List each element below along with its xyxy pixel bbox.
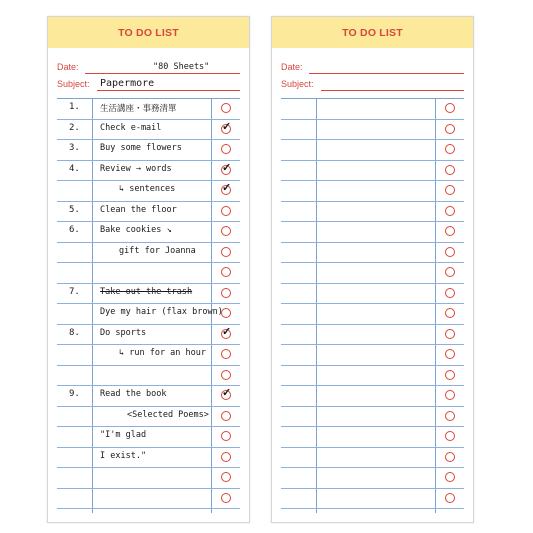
task-number: 5. <box>69 204 80 215</box>
task-row <box>57 284 240 305</box>
checkbox[interactable] <box>221 370 231 380</box>
todo-pad-filled <box>47 16 250 523</box>
task-row <box>281 427 464 448</box>
checkbox-checked[interactable] <box>221 390 231 400</box>
task-row <box>57 386 240 407</box>
checkbox-checked[interactable] <box>221 124 231 134</box>
checkbox[interactable] <box>445 329 455 339</box>
checkbox[interactable] <box>445 452 455 462</box>
task-number: 3. <box>69 143 80 153</box>
task-number: 1. <box>69 102 80 112</box>
task-text[interactable]: gift for Joanna <box>119 245 196 256</box>
checkbox[interactable] <box>445 226 455 236</box>
task-row <box>57 427 240 448</box>
task-row <box>281 120 464 141</box>
task-text[interactable]: Clean the floor <box>100 204 177 215</box>
task-text[interactable]: Buy some flowers <box>100 143 182 153</box>
task-row <box>281 243 464 264</box>
checkbox-checked[interactable] <box>221 329 231 339</box>
task-row <box>281 468 464 489</box>
subject-field[interactable] <box>281 77 464 91</box>
task-row <box>281 222 464 243</box>
task-row <box>57 120 240 141</box>
date-underline <box>309 73 464 74</box>
checkbox[interactable] <box>221 206 231 216</box>
checkbox[interactable] <box>221 472 231 482</box>
task-row <box>57 304 240 325</box>
task-row <box>281 448 464 469</box>
task-row <box>57 243 240 264</box>
checkbox[interactable] <box>445 370 455 380</box>
checkbox-checked[interactable] <box>221 185 231 195</box>
checkbox[interactable] <box>445 247 455 257</box>
checkbox[interactable] <box>445 144 455 154</box>
todo-pad-blank <box>271 16 474 523</box>
task-number: 8. <box>69 327 80 338</box>
task-row <box>281 489 464 510</box>
task-row <box>57 222 240 243</box>
checkbox[interactable] <box>221 247 231 257</box>
checkbox[interactable] <box>221 103 231 113</box>
task-number: 6. <box>69 225 80 235</box>
task-grid <box>57 98 240 513</box>
checkbox[interactable] <box>445 267 455 277</box>
checkbox[interactable] <box>445 349 455 359</box>
task-text[interactable]: ↳ sentences <box>119 184 176 194</box>
subject-value: Papermore <box>100 78 155 89</box>
checkbox[interactable] <box>445 165 455 175</box>
task-text[interactable]: Take out the trash <box>100 286 193 297</box>
task-row <box>57 407 240 428</box>
subject-label: Subject: <box>281 79 314 89</box>
task-text[interactable]: Dye my hair (flax brown) <box>100 307 223 317</box>
date-field[interactable] <box>57 60 240 74</box>
task-text[interactable]: Do sports <box>100 327 147 338</box>
task-row <box>281 366 464 387</box>
task-row <box>57 202 240 223</box>
pad-header <box>48 17 249 48</box>
task-text[interactable]: "I'm glad <box>100 430 147 440</box>
task-row <box>57 99 240 120</box>
checkbox[interactable] <box>221 452 231 462</box>
subject-underline <box>321 90 464 91</box>
task-row <box>281 407 464 428</box>
checkbox[interactable] <box>445 124 455 134</box>
task-row <box>57 140 240 161</box>
task-row <box>281 202 464 223</box>
checkbox[interactable] <box>445 206 455 216</box>
task-row <box>281 181 464 202</box>
task-row <box>281 140 464 161</box>
checkbox[interactable] <box>221 349 231 359</box>
subject-label: Subject: <box>57 79 90 89</box>
task-row <box>57 161 240 182</box>
task-row <box>57 489 240 510</box>
task-row <box>281 325 464 346</box>
task-row <box>57 345 240 366</box>
pad-header <box>272 17 473 48</box>
task-row <box>281 284 464 305</box>
checkbox[interactable] <box>221 493 231 503</box>
checkbox[interactable] <box>221 431 231 441</box>
task-row <box>57 181 240 202</box>
task-grid <box>281 98 464 513</box>
task-number: 2. <box>69 122 80 133</box>
task-text[interactable]: <Selected Poems> <box>127 409 209 420</box>
checkbox[interactable] <box>221 308 231 318</box>
checkbox[interactable] <box>445 103 455 113</box>
checkbox[interactable] <box>445 288 455 298</box>
task-row <box>57 448 240 469</box>
task-row <box>57 325 240 346</box>
checkbox[interactable] <box>445 390 455 400</box>
date-field[interactable] <box>281 60 464 74</box>
task-number: 7. <box>69 286 80 297</box>
task-row <box>57 263 240 284</box>
date-label: Date: <box>57 62 79 72</box>
task-text[interactable]: Read the book <box>100 389 167 399</box>
checkbox-checked[interactable] <box>221 165 231 175</box>
date-label: Date: <box>281 62 303 72</box>
task-row <box>57 366 240 387</box>
checkbox[interactable] <box>221 267 231 277</box>
task-row <box>281 386 464 407</box>
task-row <box>281 99 464 120</box>
checkbox[interactable] <box>221 288 231 298</box>
task-number: 4. <box>69 163 80 174</box>
task-text[interactable]: I exist." <box>100 450 147 461</box>
task-number: 9. <box>69 389 80 399</box>
task-text[interactable]: ↳ run for an hour <box>119 348 206 358</box>
checkbox[interactable] <box>221 411 231 421</box>
checkbox[interactable] <box>445 472 455 482</box>
pad-title: TO DO LIST <box>342 26 403 39</box>
pad-title: TO DO LIST <box>118 26 179 39</box>
checkbox[interactable] <box>445 431 455 441</box>
task-row <box>281 304 464 325</box>
checkbox[interactable] <box>445 411 455 421</box>
checkbox[interactable] <box>221 144 231 154</box>
checkbox[interactable] <box>221 226 231 236</box>
checkbox[interactable] <box>445 493 455 503</box>
task-text[interactable]: Review → words <box>100 163 172 174</box>
task-text[interactable]: Bake cookies ↘ <box>100 225 172 235</box>
subject-underline <box>97 90 240 91</box>
task-row <box>281 263 464 284</box>
task-row <box>57 468 240 489</box>
date-underline <box>85 73 240 74</box>
checkbox[interactable] <box>445 308 455 318</box>
task-text[interactable]: 生活講座・事務清單 <box>100 104 177 114</box>
task-row <box>281 345 464 366</box>
task-row <box>281 161 464 182</box>
checkbox[interactable] <box>445 185 455 195</box>
subject-field[interactable] <box>57 77 240 91</box>
task-text[interactable]: Check e-mail <box>100 122 162 133</box>
date-value: "80 Sheets" <box>153 62 210 72</box>
